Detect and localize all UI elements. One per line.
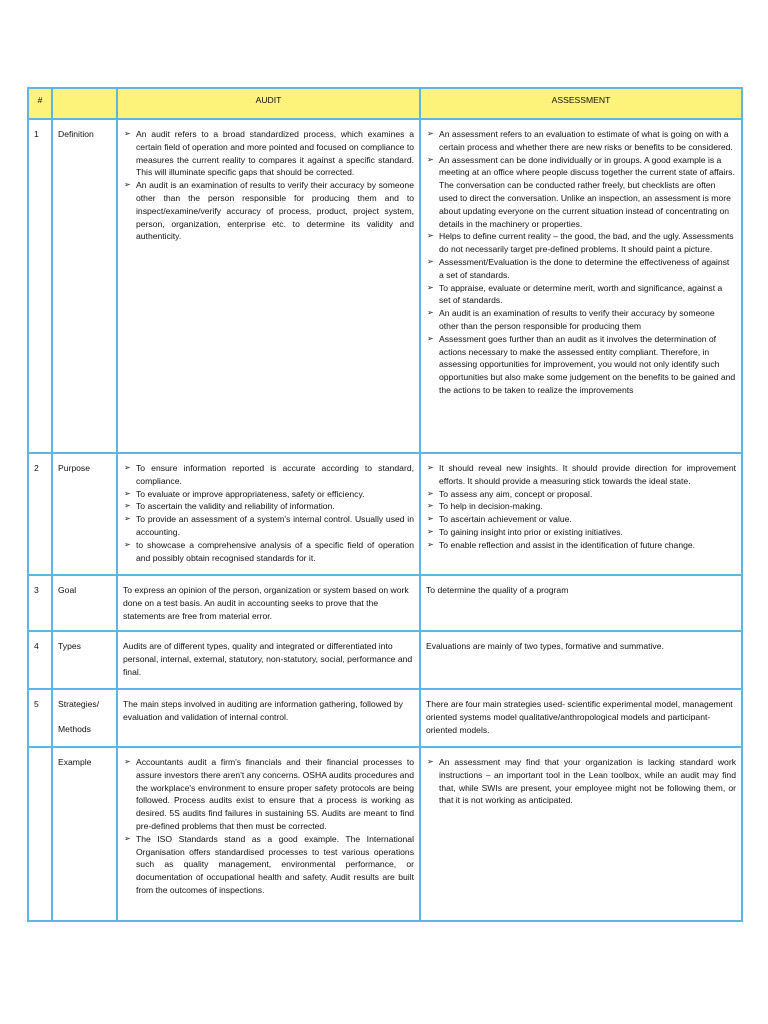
audit-cell xyxy=(117,747,420,921)
audit-cell xyxy=(117,631,420,689)
list-item: ➢ An assessment can be done individually or in groups. A good example is a meeting at an office where people discuss together the current state of affairs. The conversation can be conducted rather freely, but checklists are often used to direct the conversation. Unlike an inspection, an assessment is more about updating everyone on the current situation instead of concentrating on details in the machinery or properties. xyxy=(426,154,736,231)
header-row xyxy=(28,88,742,119)
row-number: 5 xyxy=(28,689,52,747)
assessment-cell xyxy=(420,119,742,453)
row-number: 4 xyxy=(28,631,52,689)
list-item: ➢ To ascertain the validity and reliability of information. xyxy=(123,500,414,513)
header-assessment: ASSESSMENT xyxy=(420,88,742,119)
list-item: ➢ Accountants audit a firm's financials and their financial processes to assure investors there aren't any concerns. OSHA audits procedures and the workplace's environment to ensure proper safety protocols are being followed. Process audits exist to ensure that a process is working as desired. 5S audits find failures in sustaining 5S. Audits are meant to find pre-defined problems that then must be corrected. xyxy=(123,756,414,833)
assessment-cell xyxy=(420,453,742,575)
assessment-cell xyxy=(420,631,742,689)
row-label: Example xyxy=(52,747,117,921)
row-goal xyxy=(28,575,742,631)
row-strategies xyxy=(28,689,742,747)
list-item: ➢ To ensure information reported is accurate according to standard, compliance. xyxy=(123,462,414,488)
row-label xyxy=(52,689,117,747)
list-item: ➢ Assessment/Evaluation is the done to determine the effectiveness of against a set of standards. xyxy=(426,256,736,282)
list-item: ➢ To enable reflection and assist in the identification of future change. xyxy=(426,539,736,552)
list-item: ➢ To gaining insight into prior or existing initiatives. xyxy=(426,526,736,539)
assessment-cell xyxy=(420,747,742,921)
audit-cell xyxy=(117,119,420,453)
list-item: ➢ To assess any aim, concept or proposal. xyxy=(426,488,736,501)
audit-cell xyxy=(117,575,420,631)
cell-text: Evaluations are mainly of two types, formative and summative. xyxy=(426,641,664,651)
cell-text: The main steps involved in auditing are information gathering, followed by evaluation and validation of internal control. xyxy=(123,699,403,722)
list-item: ➢ It should reveal new insights. It should provide direction for improvement efforts. It should provide a measuring stick towards the ideal state. xyxy=(426,462,736,488)
row-types xyxy=(28,631,742,689)
assessment-cell xyxy=(420,689,742,747)
list-item: ➢ To help in decision-making. xyxy=(426,500,736,513)
list-item: ➢ An assessment refers to an evaluation to estimate of what is going on with a certain process and whether there are new risks or benefits to be considered. xyxy=(426,128,736,154)
list-item: ➢ Helps to define current reality – the good, the bad, and the ugly. Assessments do not necessarily target pre-defined problems. It should paint a picture. xyxy=(426,230,736,256)
list-item: ➢ An audit refers to a broad standardized process, which examines a certain field of operation and more pointed and focused on compliance to measures the current reality to compares it against a specific standard. This will illuminate specific gaps that should be corrected. xyxy=(123,128,414,179)
list-item: ➢ To evaluate or improve appropriateness, safety or efficiency. xyxy=(123,488,414,501)
row-number xyxy=(28,747,52,921)
row-number: 1 xyxy=(28,119,52,453)
list-item: ➢ to showcase a comprehensive analysis of a specific field of operation and possibly obtain recognised standards for it. xyxy=(123,539,414,565)
cell-text: Audits are of different types, quality and integrated or differentiated into personal, internal, external, statutory, non-statutory, social, performance and final. xyxy=(123,641,413,677)
header-audit: AUDIT xyxy=(117,88,420,119)
list-item: ➢ To appraise, evaluate or determine merit, worth and significance, against a set of standards. xyxy=(426,282,736,308)
row-label: Goal xyxy=(52,575,117,631)
list-item: ➢ An assessment may find that your organization is lacking standard work instructions – an important tool in the Lean toolbox, while an audit may find that, while SWIs are present, your employee might not be following them, or that it is not working as anticipated. xyxy=(426,756,736,807)
row-label: Purpose xyxy=(52,453,117,575)
row-example xyxy=(28,747,742,921)
row-number: 3 xyxy=(28,575,52,631)
list-item: ➢ An audit is an examination of results to verify their accuracy by someone other than the person responsible for producing them and to inspect/examine/verify accuracy of process, product, project system, person, organization, enterprise etc. to determine its validity and authenticity. xyxy=(123,179,414,243)
row-label-line: Strategies/ xyxy=(58,699,100,709)
audit-cell xyxy=(117,689,420,747)
audit-vs-assessment-table xyxy=(27,87,743,922)
cell-text: To express an opinion of the person, organization or system based on work done on a test basis. An audit in accounting seeks to prove that the statements are free from material error. xyxy=(123,585,409,621)
header-number: # xyxy=(28,88,52,119)
row-label-line: Methods xyxy=(58,723,91,734)
list-item: ➢ To provide an assessment of a system's internal control. Usually used in accounting. xyxy=(123,513,414,539)
header-label xyxy=(52,88,117,119)
audit-cell xyxy=(117,453,420,575)
row-definition xyxy=(28,119,742,453)
row-label: Definition xyxy=(52,119,117,453)
row-number: 2 xyxy=(28,453,52,575)
assessment-cell xyxy=(420,575,742,631)
cell-text: There are four main strategies used- scientific experimental model, management oriented systems model qualitative/anthropological models and participant-oriented models. xyxy=(426,699,733,735)
cell-text: To determine the quality of a program xyxy=(426,585,569,595)
list-item: ➢ The ISO Standards stand as a good example. The International Organisation offers standardised processes to test various operations such as quality management, environmental performance, or documentation of occupational health and safety. Audit results are built from the outcomes of inspections. xyxy=(123,833,414,897)
list-item: ➢ Assessment goes further than an audit as it involves the determination of actions necessary to make the assessed entity compliant. Therefore, in assessing opportunities for improvement, you would not only identify such opportunities but also make some judgement on the benefits to be gained and the actions to be taken to realize the improvements xyxy=(426,333,736,397)
list-item: ➢ An audit is an examination of results to verify their accuracy by someone other than the person responsible for producing them xyxy=(426,307,736,333)
row-label: Types xyxy=(52,631,117,689)
row-purpose xyxy=(28,453,742,575)
list-item: ➢ To ascertain achievement or value. xyxy=(426,513,736,526)
